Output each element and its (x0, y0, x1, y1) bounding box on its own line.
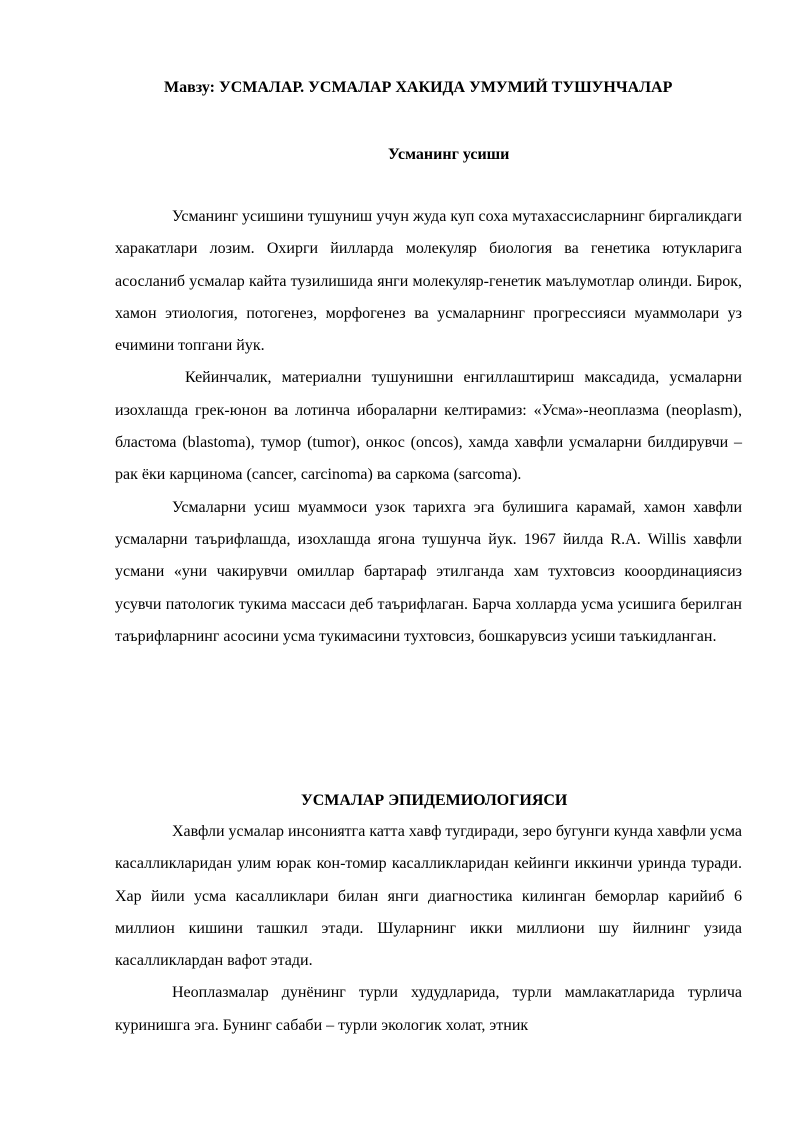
section-body-epidemiology (115, 816, 742, 1042)
paragraph: Усмаларни усиш муаммоси узок тарихга эга булишига карамай, хамон хавфли усмаларни таърифлашда, изохлашда ягона тушунча йук. 1967 йилда R.A. Willis хавфли усмани «уни чакирувчи омиллар бартараф этилганда хам тухтовсиз кооординациясиз усувчи патологик тукима массаси деб таърифлаган. Барча холларда усма усишига берилган таърифларнинг асосини усма тукимасини тухтовсиз, бошкарувсиз усиши таъкидланган. (115, 498, 742, 645)
section-heading-epidemiology: УСМАЛАР ЭПИДЕМИОЛОГИЯСИ (301, 792, 568, 809)
paragraph: Кейинчалик, материални тушунишни енгиллаштириш максадида, усмаларни изохлашда грек-юнон ва лотинча ибораларни келтирамиз: «Усма»-неоплазма (neoplasm), бластома (blastoma), тумор (tumor), онкос (oncos), хамда хавфли усмаларни билдирувчи – рак ёки карцинома (cancer, carcinoma) ва саркома (sarcoma). (115, 369, 742, 484)
section-body-tumor-growth (115, 201, 742, 653)
paragraph: Хавфли усмалар инсониятга катта хавф тугдиради, зеро бугунги кунда хавфли усма касалликларидан улим юрак кон-томир касалликларидан кейинги иккинчи уринда туради. Хар йили усма касалликлари билан янги диагностика килинган беморлар карийиб 6 миллион кишини ташкил этади. Шуларнинг икки миллиони шу йилнинг узида касалликлардан вафот этади. (115, 823, 743, 970)
section-heading-tumor-growth: Усманинг усиши (388, 146, 510, 163)
paragraph: Неоплазмалар дунёнинг турли худудларида, турли мамлакатларида турлича куринишга эга. Бунинг сабаби – турли экологик холат, этник (115, 984, 742, 1034)
paragraph: Усманинг усишини тушуниш учун жуда куп соха мутахассисларнинг биргаликдаги харакатлари лозим. Охирги йилларда молекуляр биология ва генетика ютукларига асосланиб усмалар кайта тузилишида янги молекуляр-генетик маълумотлар олинди. Бирок, хамон этиология, потогенез, морфогенез ва усмаларнинг прогрессияси муаммолари уз ечимини топгани йук. (115, 208, 742, 355)
document-title: Мавзу: УСМАЛАР. УСМАЛАР ХАКИДА УМУМИЙ ТУШУНЧАЛАР (164, 79, 673, 96)
